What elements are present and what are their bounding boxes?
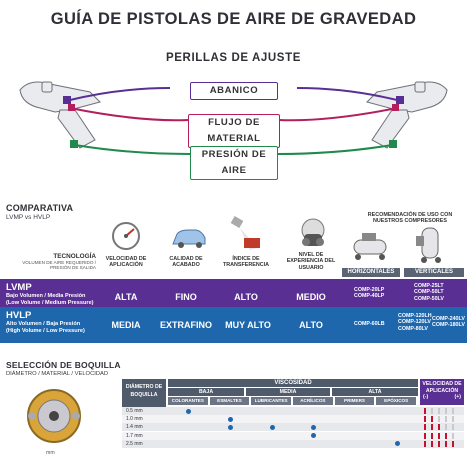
material-dot [311, 425, 316, 430]
lvmp-desc2: (Low Volume / Medium Pressure) [6, 300, 94, 307]
hvlp-name: HVLP [6, 310, 32, 321]
hvlp-desc1: Alto Volumen / Baja Presión [6, 321, 81, 327]
hvlp-vb-1: COMP-180LV [432, 322, 465, 329]
velocidad-header [420, 379, 464, 405]
lvmp-name: LVMP [6, 282, 32, 293]
velocity-bar [424, 441, 426, 447]
velocity-bar [438, 441, 440, 447]
lvmp-v-0: COMP-25LT [414, 283, 444, 289]
material-header: PRIMERS [335, 397, 375, 405]
material-header: COLORANTES [168, 397, 208, 405]
knob-abanico-label: ABANICO [190, 82, 278, 100]
velocity-bar [424, 416, 426, 422]
velocity-bar [452, 441, 454, 447]
nozzle-caption: mm [46, 450, 55, 456]
hvlp-va-0: COMP-120LH [398, 313, 432, 319]
lvmp-v-2: COMP-50LV [414, 295, 444, 302]
velocity-bar [431, 416, 433, 422]
comparativa-subtitle: LVMP vs HVLP [6, 214, 51, 221]
velocity-bar [438, 433, 440, 439]
hvlp-verticales-b [432, 316, 465, 329]
spray-transfer-icon [228, 214, 264, 252]
col-experiencia-header: NIVEL DE EXPERIENCIA DEL USUARIO [286, 252, 336, 271]
col-calidad-header: CALIDAD DE ACABADO [169, 256, 203, 269]
hvlp-experiencia: ALTO [299, 319, 323, 330]
material-dot [228, 417, 233, 422]
lvmp-experiencia: MEDIO [296, 291, 326, 302]
viscosidad-header: VISCOSIDAD [168, 379, 418, 387]
velocity-bar [431, 433, 433, 439]
velocity-bar [431, 408, 433, 414]
vertical-compressor-icon [412, 224, 448, 264]
group-alta: ALTA [332, 388, 418, 396]
velocity-bar [424, 408, 426, 414]
material-dot [311, 433, 316, 438]
car-icon [170, 222, 208, 252]
tecnologia-label: TECNOLOGÍA [53, 253, 96, 260]
lvmp-v-1: COMP-50LT [414, 289, 444, 296]
compresores-header: RECOMENDACIÓN DE USO CON NUESTROS COMPRESORES [367, 212, 453, 225]
nozzle-row [122, 432, 464, 440]
nozzle-size: 2.5 mm [126, 440, 143, 447]
lvmp-label [6, 283, 94, 307]
nozzle-size: 1.7 mm [126, 432, 143, 439]
lvmp-calidad: FINO [175, 291, 197, 302]
velocity-bar [431, 424, 433, 430]
speedometer-icon [110, 220, 142, 252]
nozzle-row [122, 415, 464, 423]
velocity-bar [438, 408, 440, 414]
group-baja: BAJA [168, 388, 244, 396]
velocidad-scale [420, 394, 464, 401]
lvmp-verticales [414, 283, 444, 302]
material-dot [270, 425, 275, 430]
material-header: LUBRICANTES [251, 397, 291, 405]
nozzle-row [122, 407, 464, 415]
hvlp-label [6, 311, 85, 335]
boquilla-subtitle: DIÁMETRO / MATERIAL / VELOCIDAD [6, 371, 109, 377]
row-hvlp [0, 307, 467, 343]
tecnologia-sublabel: VOLUMEN DE AIRE REQUERIDO / PRESIÓN DE SALIDA [22, 260, 96, 271]
hvlp-horizontales [354, 321, 385, 327]
hvlp-va-1: COMP-120LV [398, 319, 431, 326]
hvlp-vb-0: COMP-240LV [432, 316, 465, 322]
col-velocidad-header: VELOCIDAD DE APLICACIÓN [105, 256, 147, 269]
hvlp-calidad: EXTRAFINO [160, 319, 213, 330]
velocity-bar [452, 433, 454, 439]
lvmp-h-0: COMP-20LP [354, 287, 385, 293]
material-header: EPÓXICOS [376, 397, 416, 405]
material-header: ACRÍLICOS [293, 397, 333, 405]
velocity-bar [445, 441, 447, 447]
velocity-bar [438, 424, 440, 430]
horizontal-compressor-icon [350, 230, 390, 262]
hvlp-va-2: COMP-80LV [398, 325, 428, 332]
boquilla-title: SELECCIÓN DE BOQUILLA [6, 360, 121, 370]
lvmp-desc1: Bajo Volumen / Media Presión [6, 293, 86, 299]
velocity-bar [445, 433, 447, 439]
velocity-bar [445, 416, 447, 422]
velocity-bar [445, 408, 447, 414]
nozzle-row [122, 440, 464, 448]
hvlp-desc2: (High Volume / Low Pressure) [6, 328, 85, 335]
comparativa-title: COMPARATIVA [6, 203, 74, 213]
velocity-bar [431, 441, 433, 447]
section-subtitle-perillas: PERILLAS DE AJUSTE [166, 52, 301, 64]
velocity-bar [452, 408, 454, 414]
materials-row [168, 397, 418, 405]
hvlp-h-0: COMP-60LB [354, 321, 385, 327]
velocity-bar [424, 433, 426, 439]
right-spray-gun-icon [367, 82, 447, 148]
velocity-bar [452, 416, 454, 422]
velocity-bar [452, 424, 454, 430]
knob-presion-label: PRESIÓN DE AIRE [190, 146, 278, 180]
nozzle-icon [22, 384, 86, 448]
nozzle-size: 0.5 mm [126, 408, 143, 414]
vel-min-label: (-) [423, 394, 429, 400]
hvlp-velocidad: MEDIA [111, 319, 141, 330]
material-dot [186, 409, 191, 414]
lvmp-h-1: COMP-40LP [354, 293, 385, 300]
velocity-bar [438, 416, 440, 422]
left-spray-gun-icon [20, 82, 100, 148]
lvmp-indice: ALTO [234, 291, 258, 302]
hvlp-verticales-a [398, 313, 432, 332]
page-title: GUÍA DE PISTOLAS DE AIRE DE GRAVEDAD [50, 10, 417, 28]
nozzle-size: 1.0 mm [126, 416, 143, 423]
tecnologia-header [6, 253, 96, 271]
vel-max-label: (+) [454, 394, 461, 400]
horizontales-header: HORIZONTALES [342, 268, 400, 277]
material-header: ESMALTES [210, 397, 250, 405]
knob-flujo-label: FLUJO DE MATERIAL [188, 114, 280, 148]
verticales-header: VERTICALES [404, 268, 464, 277]
velocity-bar [424, 424, 426, 430]
col-indice-header: ÍNDICE DE TRANSFERENCIA [222, 256, 270, 269]
group-media: MEDIA [246, 388, 330, 396]
velocity-bar [445, 424, 447, 430]
diametro-header: DIÁMETRO DE BOQUILLA [122, 379, 166, 411]
velocidad-label: VELOCIDAD DE APLICACIÓN [422, 381, 462, 394]
material-dot [395, 441, 400, 446]
nozzle-size: 1.4 mm [126, 424, 143, 431]
lvmp-horizontales [354, 287, 384, 300]
lvmp-velocidad: ALTA [114, 291, 138, 302]
material-dot [228, 425, 233, 430]
respirator-mask-icon [298, 216, 328, 252]
hvlp-indice: MUY ALTO [225, 319, 271, 330]
nozzle-row [122, 423, 464, 431]
